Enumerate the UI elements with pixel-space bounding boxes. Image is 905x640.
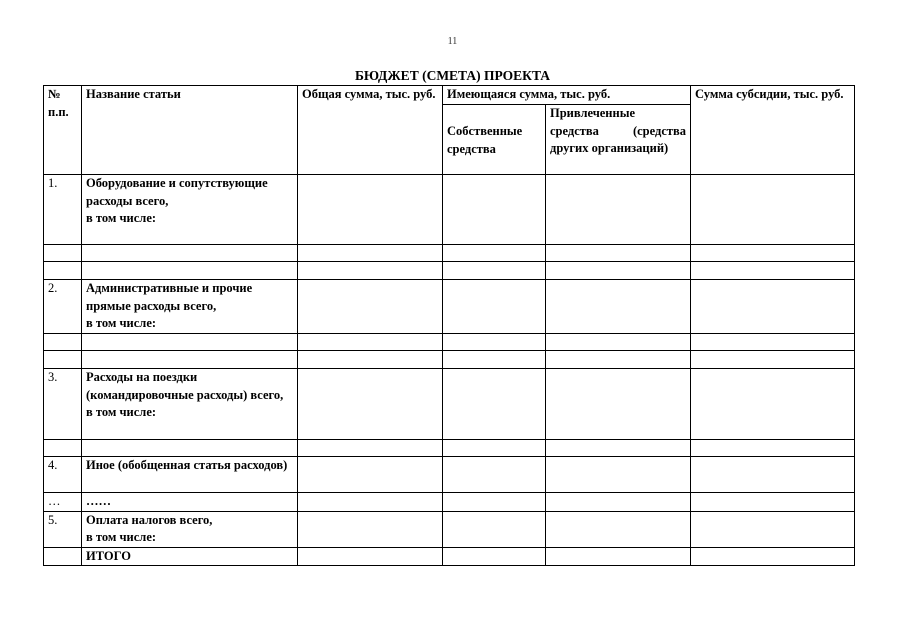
header-attracted: Привлеченные средства (средства других организаций)	[546, 105, 691, 175]
table-row	[44, 369, 855, 440]
row-num: 3.	[44, 369, 82, 440]
table-row	[44, 175, 855, 245]
row-name: Оборудование и сопутствующие расходы всего, в том числе:	[82, 175, 298, 245]
header-name: Название статьи	[82, 86, 298, 175]
total-label: ИТОГО	[82, 547, 298, 566]
budget-table	[43, 85, 855, 566]
row-name: Расходы на поездки (командировочные расходы) всего, в том числе:	[82, 369, 298, 440]
row-name: Административные и прочие прямые расходы всего, в том числе:	[82, 280, 298, 334]
row-num: 1.	[44, 175, 82, 245]
table-row	[44, 245, 855, 262]
row-num: 4.	[44, 457, 82, 493]
header-available: Имеющаяся сумма, тыс. руб.	[443, 86, 691, 105]
table-row	[44, 493, 855, 512]
row-num: 5.	[44, 511, 82, 547]
table-row-total	[44, 547, 855, 566]
header-subsidy: Сумма субсидии, тыс. руб.	[691, 86, 855, 175]
table-row	[44, 440, 855, 457]
table-row	[44, 334, 855, 351]
table-row	[44, 280, 855, 334]
row-num: 2.	[44, 280, 82, 334]
document-title: БЮДЖЕТ (СМЕТА) ПРОЕКТА	[354, 68, 551, 83]
header-total: Общая сумма, тыс. руб.	[298, 86, 443, 175]
row-name: Иное (обобщенная статья расходов)	[82, 457, 298, 493]
row-name: Оплата налогов всего, в том числе:	[82, 511, 298, 547]
page-number: 11	[447, 36, 458, 47]
header-num: № п.п.	[44, 86, 82, 175]
table-row	[44, 351, 855, 369]
table-row	[44, 457, 855, 493]
row-name: ……	[82, 493, 298, 512]
table-row	[44, 262, 855, 280]
row-num: …	[44, 493, 82, 512]
header-own: Собственные средства	[443, 105, 546, 175]
table-row	[44, 511, 855, 547]
